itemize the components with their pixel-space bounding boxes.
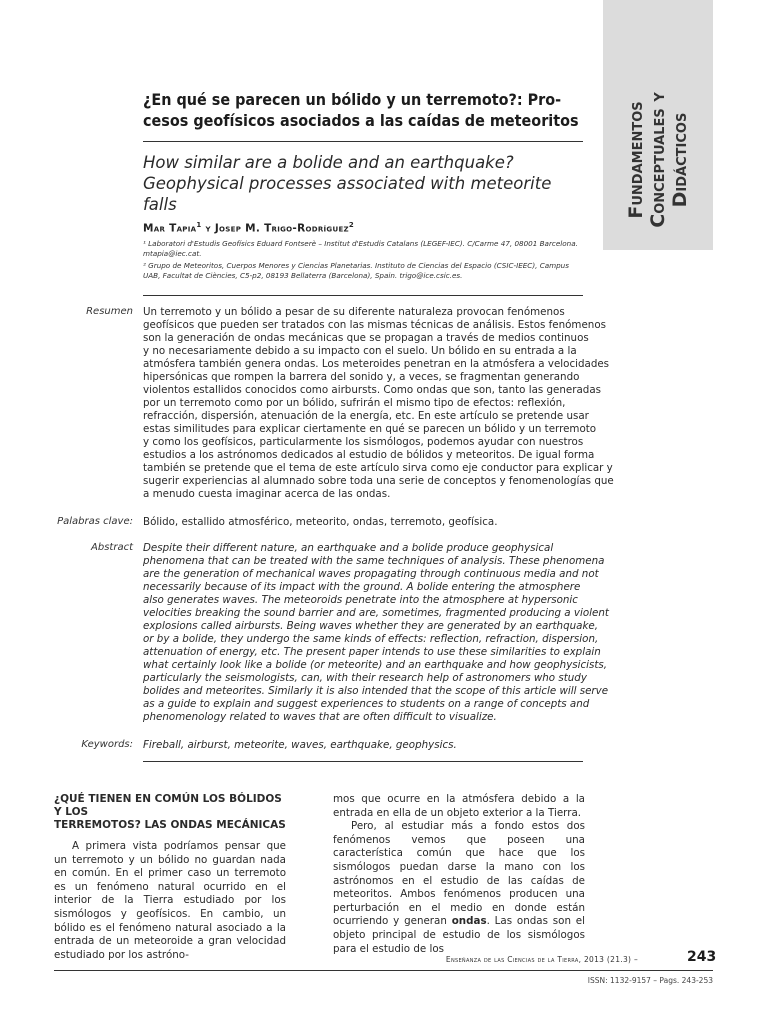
body-paragraph: mos que ocurre en la atmósfera debido a la entrada en ella de un objeto exterior a la Tierra. [333, 793, 585, 819]
body-column-right [333, 793, 585, 956]
author-name: Mar Tapia [143, 222, 197, 235]
text-line: refracción, dispersión, atenuación de la energía, etc. En este artículo se pretende usar [143, 410, 589, 422]
abstract-label: Abstract [91, 542, 133, 553]
text-line: por un terremoto como por un bólido, sufrirán el mismo tipo de efectos: reflexión, [143, 397, 566, 409]
text-line: atmósfera también genera ondas. Los meteroides penetran en la atmósfera a velocidades [143, 358, 610, 370]
body-paragraph [333, 820, 585, 956]
section-tab-line: Fundamentos [625, 101, 647, 219]
author-separator: y [201, 222, 215, 235]
keywords-text: Fireball, airburst, meteorite, waves, earthquake, geophysics. [143, 739, 457, 751]
text-line: geofísicos que pueden ser tratados con las mismas técnicas de análisis. Estos fenómenos [143, 319, 606, 331]
text-line: a menudo cuesta imaginar acerca de las ondas. [143, 488, 391, 500]
section-tab-line: Conceptuales y [647, 92, 669, 228]
subtitle-line: How similar are a bolide and an earthquake? [143, 153, 514, 172]
body-column-left [54, 793, 286, 962]
text-line: Un terremoto y un bólido a pesar de su diferente naturaleza provocan fenómenos [143, 306, 565, 318]
resumen-text [143, 306, 614, 501]
text-line: are the generation of mechanical waves propagating through continuous media and not [143, 568, 599, 580]
body-paragraph: A primera vista podríamos pensar que un terremoto y un bólido no guardan nada en común. En el primer caso un terremoto es un fenómeno natural ocurrido en el interior de la Tierra estudiado por los sismólogos y geofísicos. En cambio, un bólido es el fenómeno natural asociado a la entrada de un meteoroide a gran velocidad estudiado por los astróno- [54, 840, 286, 961]
issn-line: ISSN: 1132-9157 – Pags. 243-253 [587, 976, 713, 985]
section-heading-line: TERREMOTOS? LAS ONDAS MECÁNICAS [54, 819, 286, 831]
section-heading [54, 793, 286, 832]
title-divider [143, 141, 583, 142]
text-line: estas similitudes para explicar ciertamente en qué se parecen un bólido y un terremoto [143, 423, 597, 435]
text-line: hipersónicas que rompen la barrera del sonido y, a veces, se fragmentan generando [143, 371, 580, 383]
palabras-clave-label: Palabras clave: [57, 516, 133, 527]
text-line: bolides and meteorites. Similarly it is also intended that the scope of this article will serve [143, 685, 609, 697]
journal-citation: Enseñanza de las Ciencias de la Tierra, 2013 (21.3) – [445, 955, 638, 964]
text-line: or by a bolide, they undergo the same kinds of effects: reflection, refraction, dispersion, [143, 633, 599, 645]
page-number: 243 [687, 949, 717, 965]
text-line: y no necesariamente debido a su impacto con el suelo. Un bólido en su entrada a la [143, 345, 577, 357]
text-line: sugerir experiencias al alumnado sobre toda una serie de conceptos y fenomenologías que [143, 475, 614, 487]
text-line: y como los geofísicos, particularmente los sismólogos, podemos ayudar con nuestros [143, 436, 584, 448]
text-line: also generates waves. The meteoroids penetrate into the atmosphere at hypersonic [143, 594, 578, 606]
article-subtitle [143, 152, 583, 215]
abstract-text [143, 542, 609, 724]
title-line: ¿En qué se parecen un bólido y un terremoto?: Pro- [143, 90, 562, 109]
footer-divider [54, 970, 713, 971]
text-line: what certainly look like a bolide (or meteorite) and an earthquake and how geophysicists, [143, 659, 608, 671]
resumen-label: Resumen [86, 306, 133, 317]
title-line: cesos geofísicos asociados a las caídas de meteoritos [143, 111, 579, 130]
section-tab-label [625, 92, 691, 227]
text-line: violentos estallidos conocidos como airbursts. Como ondas que son, tanto las generadas [143, 384, 602, 396]
text-line: phenomena that can be treated with the same techniques of analysis. These phenomena [143, 555, 605, 567]
author-name: Josep M. Trigo-Rodríguez [214, 222, 349, 235]
text-line: explosions called airbursts. Being waves whether they are generated by an earthquake, [143, 620, 599, 632]
divider [143, 761, 583, 762]
author-affil-mark: 1 [196, 221, 202, 229]
section-tab-line: Didácticos [669, 112, 691, 208]
author-affil-mark: 2 [348, 221, 355, 229]
subtitle-line: Geophysical processes associated with meteorite falls [143, 174, 552, 214]
affiliation-2: ² Grupo de Meteoritos, Cuerpos Menores y Ciencias Planetarias. Instituto de Ciencias del Espacio (CSIC-IEEC), Campus UAB, Facultat de Ciències, C5-p2, 08193 Bellaterra (Barcelona), Spain. trigo@ice.csic.es. [143, 261, 569, 280]
text-line: as a guide to explain and suggest experiences to students on a range of concepts and [143, 698, 590, 710]
affiliation-1: ¹ Laboratori d'Estudis Geofísics Eduard Fontserè – Institut d'Estudis Catalans (LEGEF-IEC). C/Carme 47, 08001 Barcelona. mtapia@iec.cat. [143, 239, 578, 258]
text-line: phenomenology related to waves that are often difficult to visualize. [143, 711, 497, 723]
text-line: Despite their different nature, an earthquake and a bolide produce geophysical [143, 542, 554, 554]
body-text: . Las ondas son el objeto principal de estudio de los sismólogos para el estudio de los [333, 915, 585, 955]
text-line: son la generación de ondas mecánicas que se propagan a través de medios continuos [143, 332, 589, 344]
author-list [143, 221, 583, 235]
body-text: Pero, al estudiar más a fondo estos dos fenómenos vemos que poseen una característica común que hace que los sismólogos puedan darse la mano con los astrónomos en el estudio de las caídas de meteoritos. Ambos fenómenos producen una perturbación en el medio en donde están ocurriendo y generan [333, 820, 585, 928]
keywords-label: Keywords: [81, 739, 133, 750]
text-line: velocities breaking the sound barrier and are, sometimes, fragmented producing a violent [143, 607, 609, 619]
text-line: attenuation of energy, etc. The present paper intends to use these similarities to explain [143, 646, 601, 658]
palabras-clave-text: Bólido, estallido atmosférico, meteorito, ondas, terremoto, geofísica. [143, 516, 498, 528]
article-title [143, 89, 583, 131]
section-heading-line: ¿QUÉ TIENEN EN COMÚN LOS BÓLIDOS Y LOS [54, 793, 282, 818]
body-bold-term: ondas [451, 915, 487, 928]
text-line: estudios a los astrónomos dedicados al estudio de bólidos y meteoritos. De igual forma [143, 449, 595, 461]
text-line: también se pretende que el tema de este artículo sirva como eje conductor para explicar y [143, 462, 613, 474]
text-line: particularly the seismologists, can, with their research help of astronomers who study [143, 672, 587, 684]
text-line: necessarily because of its impact with the ground. A bolide entering the atmosphere [143, 581, 581, 593]
divider [143, 295, 583, 296]
